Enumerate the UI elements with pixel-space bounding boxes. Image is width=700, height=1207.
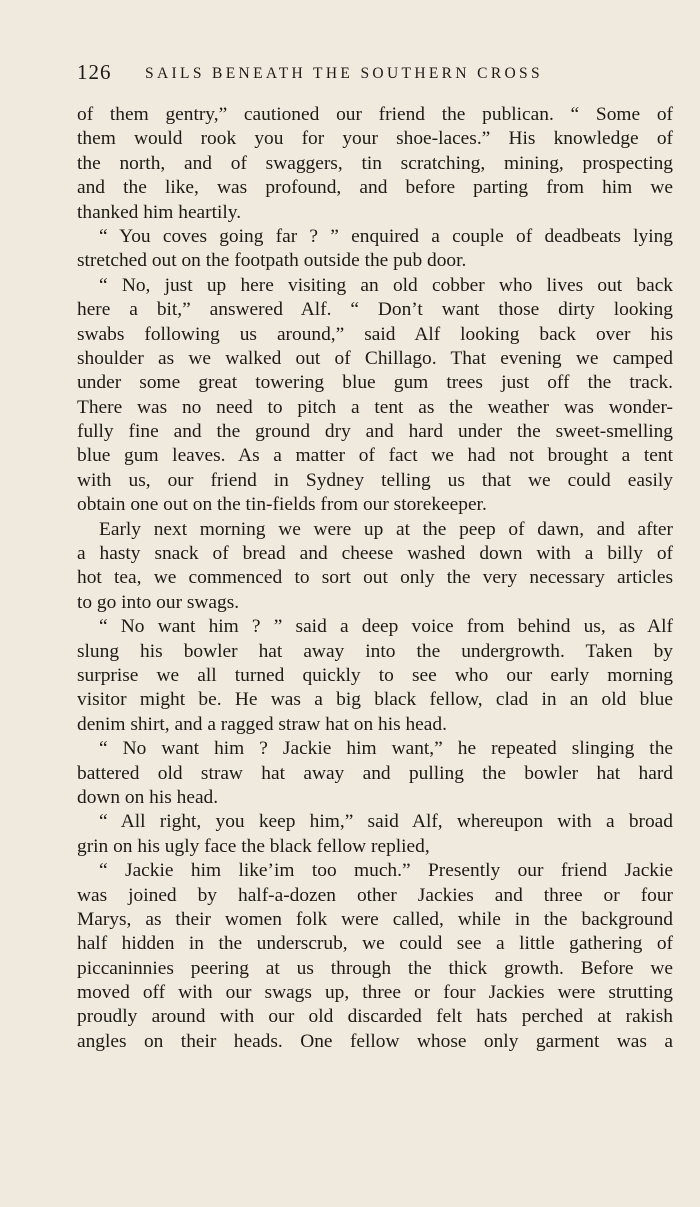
text-line: moved off with our swags up, three or four Jackies were strutting [77, 982, 673, 1004]
text-line: a hasty snack of bread and cheese washed down with a billy of [77, 543, 673, 565]
text-line: proudly around with our old discarded felt hats perched at rakish [77, 1006, 673, 1028]
text-line: grin on his ugly face the black fellow replied, [77, 835, 430, 857]
text-line: “ Jackie him like’im too much.” Presently our friend Jackie [99, 860, 673, 882]
running-title: SAILS BENEATH THE SOUTHERN CROSS [145, 65, 543, 82]
text-line: surprise we all turned quickly to see who our early morning [77, 664, 673, 686]
text-line: shoulder as we walked out of Chillago. That evening we camped [77, 347, 673, 369]
text-line: under some great towering blue gum trees just off the track. [77, 372, 673, 394]
text-line: swabs following us around,” said Alf looking back over his [77, 323, 673, 345]
text-line: “ No want him ? Jackie him want,” he repeated slinging the [99, 738, 673, 760]
text-line: Marys, as their women folk were called, while in the background [77, 908, 673, 930]
text-line: denim shirt, and a ragged straw hat on his head. [77, 713, 447, 735]
text-line: half hidden in the underscrub, we could see a little gathering of [77, 933, 673, 955]
text-line: of them gentry,” cautioned our friend the publican. “ Some of [77, 104, 673, 125]
text-line: visitor might be. He was a big black fellow, clad in an old blue [77, 689, 673, 711]
text-line: slung his bowler hat away into the undergrowth. Taken by [77, 640, 673, 662]
text-line: them would rook you for your shoe-laces.” His knowledge of [77, 128, 673, 150]
text-line: obtain one out on the tin-fields from our storekeeper. [77, 494, 487, 516]
text-line: blue gum leaves. As a matter of fact we had not brought a tent [77, 445, 673, 467]
text-line: “ All right, you keep him,” said Alf, whereupon with a broad [99, 811, 673, 833]
text-line: with us, our friend in Sydney telling us that we could easily [77, 469, 673, 491]
text-line: thanked him heartily. [77, 201, 242, 223]
text-line: battered old straw hat away and pulling the bowler hat hard [77, 762, 673, 784]
text-line: to go into our swags. [77, 591, 240, 613]
text-line: “ No want him ? ” said a deep voice from behind us, as Alf [99, 616, 673, 638]
text-line: here a bit,” answered Alf. “ Don’t want those dirty looking [77, 299, 673, 321]
text-line: piccaninnies peering at us through the thick growth. Before we [77, 957, 673, 979]
text-line: “ No, just up here visiting an old cobber who lives out back [99, 274, 673, 296]
text-line: fully fine and the ground dry and hard under the sweet-smelling [77, 421, 673, 443]
text-line: There was no need to pitch a tent as the weather was wonder- [77, 396, 673, 418]
text-line: was joined by half-a-dozen other Jackies and three or four [77, 884, 673, 906]
text-line: and the like, was profound, and before parting from him we [77, 177, 673, 199]
text-line: angles on their heads. One fellow whose only garment was a [77, 1030, 673, 1052]
page-number: 126 [77, 60, 112, 84]
text-line: hot tea, we commenced to sort out only the very necessary articles [77, 567, 673, 589]
text-line: the north, and of swaggers, tin scratching, mining, prospecting [77, 152, 673, 174]
text-line: stretched out on the footpath outside the pub door. [77, 250, 467, 272]
body-text [77, 103, 673, 1054]
text-line: Early next morning we were up at the peep of dawn, and after [99, 518, 673, 540]
text-line: down on his head. [77, 786, 219, 808]
text-line: “ You coves going far ? ” enquired a couple of deadbeats lying [99, 225, 673, 247]
running-head [77, 60, 643, 90]
